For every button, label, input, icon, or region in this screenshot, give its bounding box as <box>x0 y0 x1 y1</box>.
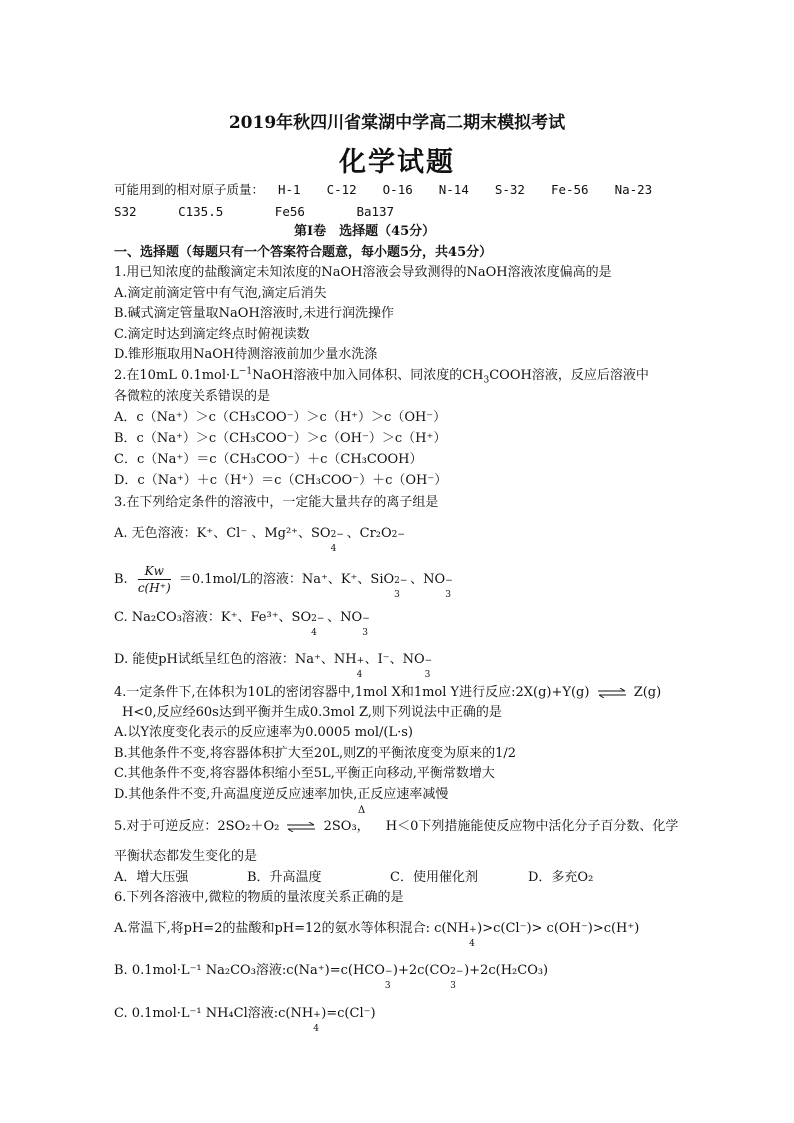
q6-option-a-text: )>c(Cl⁻)> c(OH⁻)>c(H⁺) <box>477 921 640 936</box>
atomic-mass-label: 可能用到的相对原子质量： <box>114 182 265 197</box>
q3-option-b-text: ＝0.1mol/L的溶液：Na⁺、K⁺、SiO <box>178 572 395 587</box>
q4-option-c: C.其他条件不变,将容器体积缩小至5L,平衡正向移动,平衡常数增大 <box>114 766 495 781</box>
subject-title: 化学试题 <box>339 147 455 178</box>
q6-option-c: C. 0.1mol·L⁻¹ NH₄Cl溶液:c(NH + 4 )=c(Cl⁻) <box>114 1006 376 1034</box>
ion-text: NO <box>423 572 446 587</box>
q3-option-b: B. $\frac{Kw}{c(H^+)}$ ＝0.1mol/L的溶液：Na⁺、K⁺、SiO 2− 3 、NO − 3 <box>114 564 453 600</box>
q6-option-b-text: B. 0.1mol·L⁻¹ Na₂CO₃溶液:c(Na⁺)=c(HCO <box>114 963 385 978</box>
q6-option-b-text: )+2c(H₂CO₃) <box>464 963 549 978</box>
separator: 、 <box>346 526 360 541</box>
volume-heading: 第Ⅰ卷 选择题（45分） <box>294 224 436 239</box>
q5-option-b: B．升高温度 <box>247 870 322 885</box>
q2-stem-part: 2.在10mL 0.1mol·L <box>114 368 239 383</box>
atomic-mass-item: C135.5 <box>178 204 224 219</box>
q2-stem-part: NaOH溶液中加入同体积、同浓度的CH <box>252 368 484 383</box>
q2-option-a: A．c（Na⁺）＞c（CH₃COO⁻）＞c（H⁺）＞c（OH⁻） <box>114 410 447 425</box>
atomic-mass-item: C-12 <box>326 182 357 197</box>
q1-option-c: C.滴定时达到滴定终点时俯视读数 <box>114 327 310 342</box>
atomic-mass-item: Fe-56 <box>550 182 589 197</box>
q3-option-b-label: B. <box>114 572 128 587</box>
q2-stem-line2: 各微粒的浓度关系错误的是 <box>114 389 271 404</box>
q1-option-b: B.碱式滴定管量取NaOH溶液时,未进行润洗操作 <box>114 306 394 321</box>
superscript: −1 <box>238 366 253 377</box>
atomic-mass-line-2 <box>114 203 394 221</box>
delta-symbol: Δ <box>358 805 366 816</box>
equilibrium-arrow-icon <box>597 688 627 698</box>
q4-stem-part: 4.一定条件下,在体积为10L的密闭容器中,1mol X和1mol Y进行反应:2X(g)+Y(g) <box>114 685 590 700</box>
q4-stem <box>114 684 661 702</box>
atomic-mass-item: Fe56 <box>274 204 305 219</box>
q5-stem <box>114 818 678 836</box>
ion-text: Cr₂O <box>359 526 392 541</box>
q2-option-d: D．c（Na⁺）＋c（H⁺）＝c（CH₃COO⁻）＋c（OH⁻） <box>114 473 448 488</box>
q6-option-c-text: )=c(Cl⁻) <box>321 1006 376 1021</box>
q4-option-a: A.以Y浓度变化表示的反应速率为0.0005 mol/(L·s) <box>114 725 413 740</box>
q5-stem-part: 2SO₃， <box>323 819 370 834</box>
q5-stem-part: H＜0下列措施能使反应物中活化分子百分数、化学 <box>385 819 679 834</box>
atomic-mass-item: Ba137 <box>356 204 395 219</box>
q5-option-c: C．使用催化剂 <box>390 870 478 885</box>
q6-option-a-text: A.常温下,将pH=2的盐酸和pH=12的氨水等体积混合: c(NH <box>114 921 470 936</box>
q3-option-d: D. 能使pH试纸呈红色的溶液：Na⁺、NH + 4 、I⁻、NO − 3 <box>114 652 433 680</box>
q3-stem: 3.在下列给定条件的溶液中，一定能大量共存的离子组是 <box>114 495 439 510</box>
subscript: 3 <box>483 375 490 386</box>
q5-stem-part: 5.对于可逆反应：2SO₂＋O₂ <box>114 819 280 834</box>
q3-option-d-text: D. 能使pH试纸呈红色的溶液：Na⁺、NH <box>114 652 357 667</box>
q4-option-b: B.其他条件不变,将容器体积扩大至20L,则Z的平衡浓度变为原来的1/2 <box>114 746 517 761</box>
section-heading: 一、选择题（每题只有一个答案符合题意，每小题5分，共45分） <box>114 245 493 260</box>
q3-option-c-text: C. Na₂CO₃溶液：K⁺、Fe³⁺、SO <box>114 610 312 625</box>
q2-stem-part: COOH溶液，反应后溶液中 <box>489 368 649 383</box>
atomic-mass-line-1 <box>114 181 652 199</box>
atomic-mass-item: N-14 <box>438 182 469 197</box>
atomic-mass-item: H-1 <box>278 182 301 197</box>
atomic-mass-item: S32 <box>114 204 137 219</box>
fraction-numerator: Kw <box>138 563 171 580</box>
kw-fraction <box>138 563 171 596</box>
q6-option-a: A.常温下,将pH=2的盐酸和pH=12的氨水等体积混合: c(NH + 4 )>c(Cl⁻)> c(OH⁻)>c(H⁺) <box>114 921 640 949</box>
q2-stem <box>114 367 649 385</box>
q6-option-c-text: C. 0.1mol·L⁻¹ NH₄Cl溶液:c(NH <box>114 1006 314 1021</box>
q3-option-d-text: 、I⁻、NO <box>364 652 425 667</box>
q5-options <box>114 869 594 887</box>
fraction-denominator: c(H⁺) <box>137 581 171 595</box>
q3-option-a-text: A. 无色溶液：K⁺、Cl⁻ 、Mg²⁺、SO <box>114 526 331 541</box>
q1-stem: 1.用已知浓度的盐酸滴定未知浓度的NaOH溶液会导致测得的NaOH溶液浓度偏高的是 <box>114 265 612 280</box>
q2-option-c: C．c（Na⁺）＝c（CH₃COO⁻）＋c（CH₃COOH） <box>114 452 423 467</box>
equilibrium-arrow-icon <box>286 822 316 832</box>
atomic-mass-item: O-16 <box>382 182 413 197</box>
exam-title: 2019年秋四川省棠湖中学高二期末模拟考试 <box>228 113 566 133</box>
q1-option-a: A.滴定前滴定管中有气泡,滴定后消失 <box>114 286 327 301</box>
q4-stem-part: Z(g) <box>633 685 662 700</box>
q4-option-d: D.其他条件不变,升高温度逆反应速率加快,正反应速率减慢 <box>114 787 449 802</box>
q2-option-b: B．c（Na⁺）＞c（CH₃COO⁻）＞c（OH⁻）＞c（H⁺） <box>114 431 447 446</box>
q3-option-a: A. 无色溶液：K⁺、Cl⁻ 、Mg²⁺、SO 2− 4 、Cr₂O 2− <box>114 526 405 554</box>
q1-option-d: D.锥形瓶取用NaOH待测溶液前加少量水洗涤 <box>114 347 378 362</box>
q5-option-d: D．多充O₂ <box>528 870 594 885</box>
ion-text: NO <box>340 610 363 625</box>
atomic-mass-item: Na-23 <box>614 182 653 197</box>
q4-stem-line2: H<0,反应经60s达到平衡并生成0.3mol Z,则下列说法中正确的是 <box>122 705 502 720</box>
q6-option-b: B. 0.1mol·L⁻¹ Na₂CO₃溶液:c(Na⁺)=c(HCO − 3 )+2c(CO 2− 3 )+2c(H₂CO₃) <box>114 963 549 991</box>
q6-option-b-text: )+2c(CO <box>392 963 451 978</box>
atomic-mass-item: S-32 <box>494 182 525 197</box>
q5-option-a: A．增大压强 <box>114 870 189 885</box>
q6-stem: 6.下列各溶液中,微粒的物质的量浓度关系正确的是 <box>114 890 404 905</box>
separator: 、 <box>410 572 424 587</box>
q5-stem-line2: 平衡状态都发生变化的是 <box>114 849 258 864</box>
q3-option-c: C. Na₂CO₃溶液：K⁺、Fe³⁺、SO 2− 4 、NO − 3 <box>114 610 370 638</box>
separator: 、 <box>327 610 341 625</box>
